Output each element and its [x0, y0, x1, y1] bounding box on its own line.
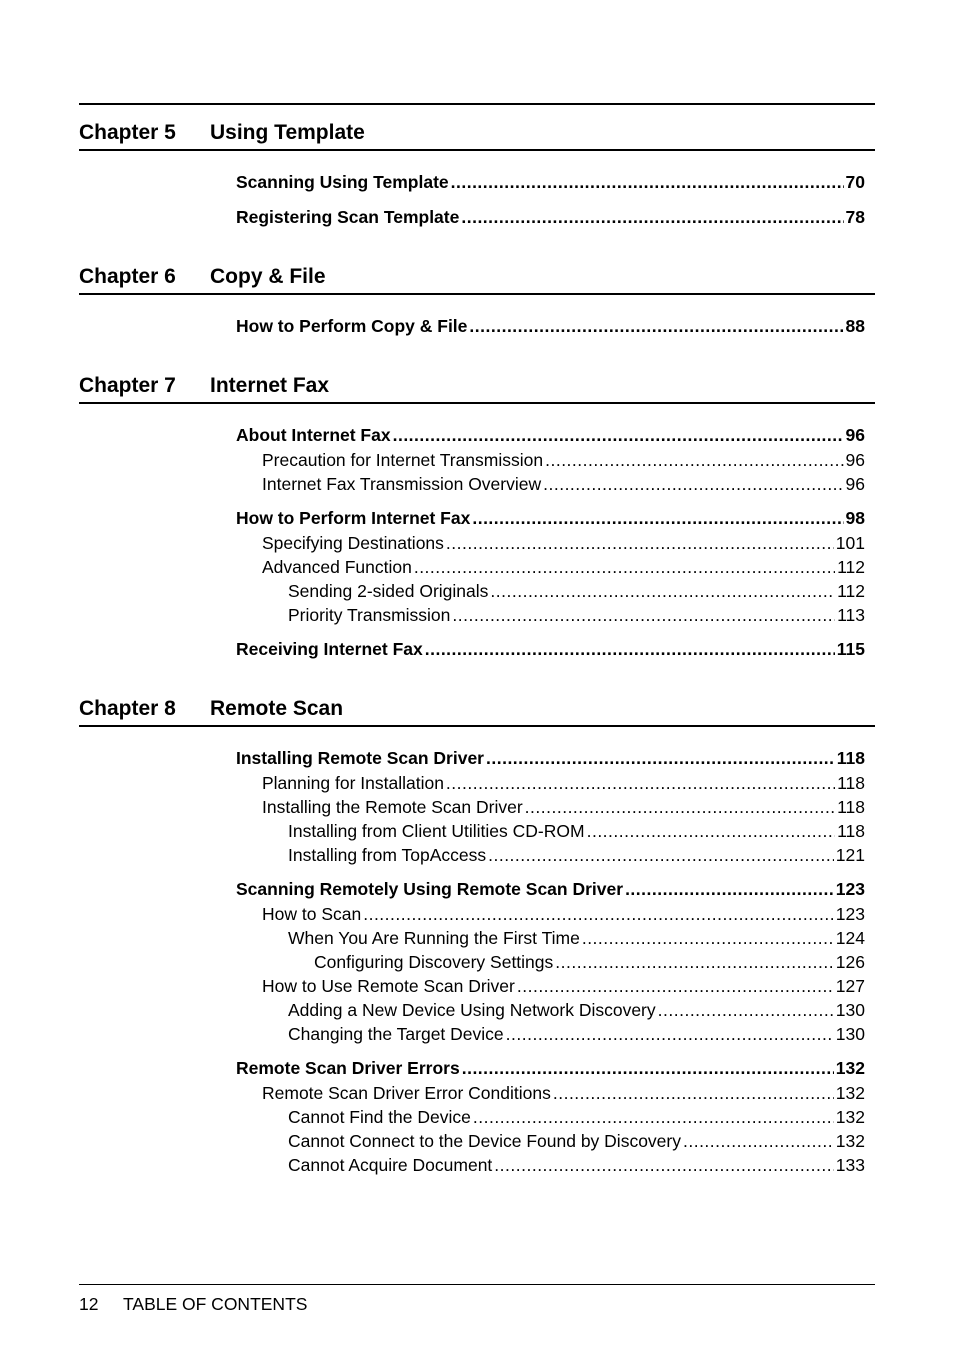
dot-leader	[446, 531, 834, 555]
dot-leader	[425, 636, 835, 662]
footer-page-number: 12	[79, 1294, 99, 1314]
toc-entry[interactable]	[262, 771, 865, 795]
toc-entry-title: Planning for Installation	[262, 773, 444, 793]
toc-entry-title: Cannot Find the Device	[288, 1107, 471, 1127]
toc-entry-title: Internet Fax Transmission Overview	[262, 474, 542, 494]
toc-entry[interactable]	[288, 998, 865, 1022]
table-of-contents	[79, 106, 875, 1197]
toc-entry-page: 112	[837, 557, 865, 577]
toc-entry[interactable]	[236, 313, 865, 339]
toc-entry-title: Advanced Function	[262, 557, 412, 577]
chapter-number: Chapter 7	[79, 374, 176, 397]
toc-entry[interactable]	[262, 555, 865, 579]
chapter-heading	[79, 359, 875, 404]
footer-section-title: TABLE OF CONTENTS	[123, 1294, 308, 1314]
toc-entry[interactable]	[288, 1153, 865, 1177]
toc-entry-title: How to Perform Internet Fax	[236, 508, 471, 528]
toc-entry-title: About Internet Fax	[236, 425, 391, 445]
dot-leader	[543, 472, 843, 496]
chapter-entries	[79, 151, 875, 230]
dot-leader	[486, 745, 835, 771]
toc-entry[interactable]	[262, 531, 865, 555]
toc-entry-title: Receiving Internet Fax	[236, 639, 423, 659]
toc-entry[interactable]	[288, 579, 865, 603]
toc-entry[interactable]	[288, 926, 865, 950]
toc-entry[interactable]	[314, 950, 865, 974]
toc-entry[interactable]	[236, 422, 865, 448]
dot-leader	[462, 1055, 834, 1081]
dot-leader	[683, 1129, 834, 1153]
dot-leader	[446, 771, 835, 795]
dot-leader	[625, 876, 834, 902]
toc-entry-title: Configuring Discovery Settings	[314, 952, 554, 972]
toc-entry[interactable]	[288, 1105, 865, 1129]
chapter-number: Chapter 5	[79, 121, 176, 144]
toc-entry-title: Priority Transmission	[288, 605, 451, 625]
toc-entry[interactable]	[288, 843, 865, 867]
toc-entry-title: Installing from TopAccess	[288, 845, 487, 865]
dot-leader	[494, 1153, 834, 1177]
toc-entry-page: 101	[835, 533, 865, 553]
dot-leader	[363, 902, 834, 926]
toc-entry-title: Registering Scan Template	[236, 207, 460, 227]
dot-leader	[517, 974, 834, 998]
toc-entry-page: 132	[835, 1131, 865, 1151]
toc-entry[interactable]	[288, 1129, 865, 1153]
toc-entry-page: 130	[835, 1024, 865, 1044]
dot-leader	[545, 448, 843, 472]
toc-entry-page: 88	[845, 316, 865, 336]
chapter-heading	[79, 250, 875, 295]
toc-entry[interactable]	[236, 505, 865, 531]
toc-entry-page: 115	[836, 639, 865, 659]
toc-entry-title: Installing Remote Scan Driver	[236, 748, 484, 768]
chapter-entries	[79, 727, 875, 1177]
dot-leader	[461, 204, 843, 230]
dot-leader	[506, 1022, 834, 1046]
dot-leader	[469, 313, 843, 339]
toc-entry-title: Installing the Remote Scan Driver	[262, 797, 523, 817]
toc-entry[interactable]	[262, 1081, 865, 1105]
toc-entry-page: 132	[835, 1107, 865, 1127]
toc-entry[interactable]	[236, 876, 865, 902]
toc-entry[interactable]	[262, 974, 865, 998]
toc-entry-page: 118	[837, 797, 865, 817]
chapter-heading	[79, 106, 875, 151]
dot-leader	[488, 843, 834, 867]
toc-entry-page: 98	[845, 508, 865, 528]
toc-entry-title: Installing from Client Utilities CD-ROM	[288, 821, 585, 841]
toc-entry-page: 133	[835, 1155, 865, 1175]
toc-entry-page: 132	[835, 1083, 865, 1103]
toc-entry-page: 118	[837, 821, 865, 841]
toc-entry[interactable]	[236, 636, 865, 662]
toc-entry-page: 96	[845, 450, 865, 470]
toc-entry-title: How to Scan	[262, 904, 362, 924]
toc-entry-title: Scanning Using Template	[236, 172, 449, 192]
dot-leader	[490, 579, 835, 603]
dot-leader	[587, 819, 836, 843]
toc-entry-title: When You Are Running the First Time	[288, 928, 580, 948]
chapter-section	[79, 682, 875, 1177]
toc-entry-page: 132	[835, 1058, 865, 1078]
toc-entry-title: Specifying Destinations	[262, 533, 444, 553]
dot-leader	[472, 505, 843, 531]
toc-entry-page: 121	[835, 845, 865, 865]
toc-entry[interactable]	[262, 795, 865, 819]
toc-entry-page: 112	[837, 581, 865, 601]
toc-entry-page: 70	[845, 172, 865, 192]
dot-leader	[452, 603, 835, 627]
toc-entry-page: 96	[845, 425, 865, 445]
toc-entry[interactable]	[236, 1055, 865, 1081]
top-rule	[79, 103, 875, 105]
toc-entry-page: 126	[835, 952, 865, 972]
chapter-section	[79, 250, 875, 339]
toc-entry-title: Adding a New Device Using Network Discovery	[288, 1000, 656, 1020]
toc-entry[interactable]	[262, 472, 865, 496]
toc-entry-page: 130	[835, 1000, 865, 1020]
chapter-title: Internet Fax	[210, 374, 330, 397]
toc-entry-page: 113	[837, 605, 865, 625]
footer-rule	[79, 1284, 875, 1285]
toc-entry-title: Sending 2-sided Originals	[288, 581, 489, 601]
toc-entry-title: Cannot Acquire Document	[288, 1155, 493, 1175]
toc-entry-title: How to Perform Copy & File	[236, 316, 468, 336]
chapter-entries	[79, 404, 875, 662]
toc-entry[interactable]	[262, 902, 865, 926]
page-footer	[79, 1294, 307, 1315]
toc-entry[interactable]	[288, 819, 865, 843]
toc-entry-page: 118	[836, 748, 865, 768]
toc-entry-title: Cannot Connect to the Device Found by Discovery	[288, 1131, 681, 1151]
chapter-section	[79, 359, 875, 662]
chapter-title: Copy & File	[210, 265, 326, 288]
toc-entry-page: 118	[837, 773, 865, 793]
toc-entry-title: Precaution for Internet Transmission	[262, 450, 544, 470]
toc-entry[interactable]	[236, 204, 865, 230]
toc-entry-page: 96	[845, 474, 865, 494]
dot-leader	[393, 422, 844, 448]
chapter-heading	[79, 682, 875, 727]
toc-entry[interactable]	[262, 448, 865, 472]
dot-leader	[553, 1081, 834, 1105]
chapter-title: Using Template	[210, 121, 365, 144]
toc-entry-page: 127	[835, 976, 865, 996]
dot-leader	[658, 998, 834, 1022]
dot-leader	[473, 1105, 834, 1129]
dot-leader	[582, 926, 834, 950]
toc-entry[interactable]	[288, 603, 865, 627]
toc-entry-page: 123	[835, 904, 865, 924]
dot-leader	[555, 950, 834, 974]
toc-entry-title: Changing the Target Device	[288, 1024, 504, 1044]
dot-leader	[525, 795, 835, 819]
chapter-number: Chapter 8	[79, 697, 176, 720]
toc-entry-title: Scanning Remotely Using Remote Scan Driver	[236, 879, 624, 899]
chapter-section	[79, 106, 875, 230]
toc-entry-page: 78	[845, 207, 865, 227]
toc-entry[interactable]	[236, 169, 865, 195]
toc-entry[interactable]	[236, 745, 865, 771]
chapter-title: Remote Scan	[210, 697, 344, 720]
dot-leader	[414, 555, 835, 579]
dot-leader	[451, 169, 844, 195]
toc-entry-title: Remote Scan Driver Errors	[236, 1058, 460, 1078]
chapter-number: Chapter 6	[79, 265, 176, 288]
toc-entry-title: How to Use Remote Scan Driver	[262, 976, 515, 996]
toc-entry-page: 124	[835, 928, 865, 948]
toc-entry[interactable]	[288, 1022, 865, 1046]
toc-entry-title: Remote Scan Driver Error Conditions	[262, 1083, 551, 1103]
toc-entry-page: 123	[835, 879, 865, 899]
